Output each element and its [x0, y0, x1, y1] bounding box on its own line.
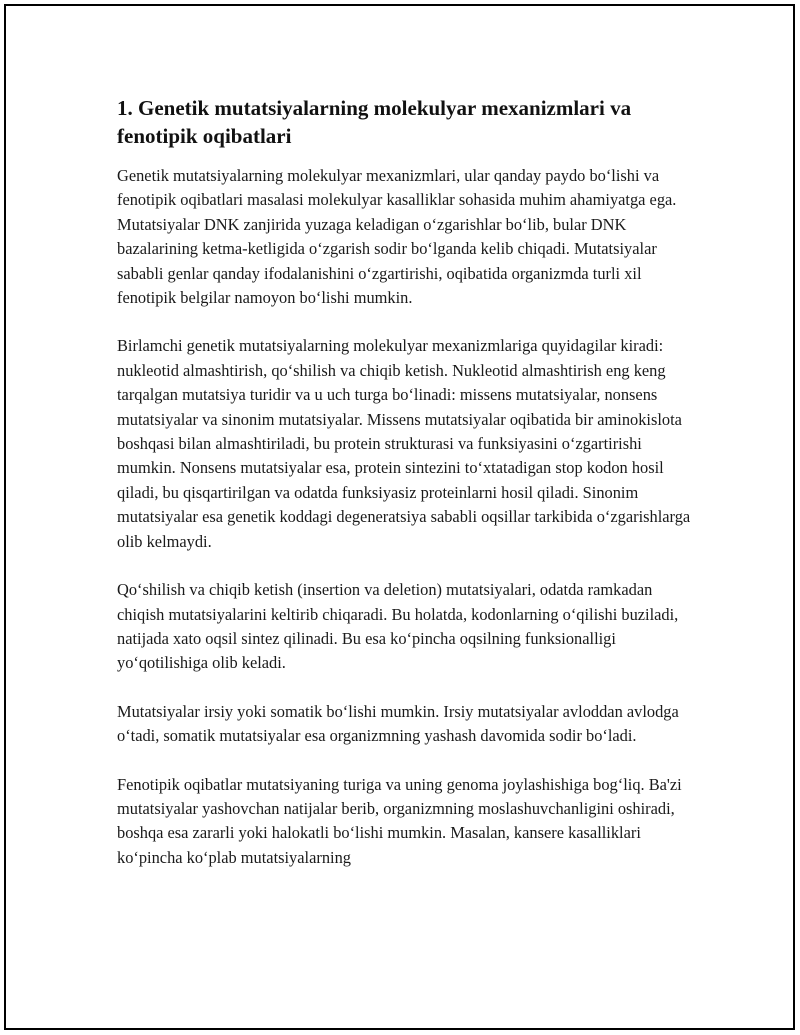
paragraph-3: Qo‘shilish va chiqib ketish (insertion va deletion) mutatsiyalari, odatda ramkadan chiqish mutatsiyalarini keltirib chiqaradi. Bu holatda, kodonlarning o‘qilishi buziladi, natijada xato oqsil sintez qilinadi. Bu esa ko‘pincha oqsilning funksionalligi yo‘qotilishiga olib keladi.: [117, 580, 679, 673]
paragraph-4: Mutatsiyalar irsiy yoki somatik bo‘lishi mumkin. Irsiy mutatsiyalar avloddan avlodga o‘tadi, somatik mutatsiyalar esa organizmning yashash davomida sodir bo‘ladi.: [117, 701, 679, 746]
section-heading: 1. Genetik mutatsiyalarning molekulyar mexanizmlari va fenotipik oqibatlari: [117, 96, 632, 148]
document-body: [117, 94, 691, 894]
paragraph-5: Fenotipik oqibatlar mutatsiyaning turiga va uning genoma joylashishiga bog‘liq. Ba'zi mutatsiyalar yashovchan natijalar berib, organizmning moslashuvchanligini oshiradi, boshqa esa zararli yoki halokatli bo‘lishi mumkin. Masalan, kansere kasalliklari ko‘pincha ko‘plab mutatsiyalarning: [117, 774, 682, 867]
paragraph-2: Birlamchi genetik mutatsiyalarning molekulyar mexanizmlariga quyidagilar kiradi: nukleotid almashtirish, qo‘shilish va chiqib ketish. Nukleotid almashtirish eng keng tarqalgan mutatsiya turidir va u uch turga bo‘linadi: missens mutatsiyalar, nonsens mutatsiyalar va sinonim mutatsiyalar. Missens mutatsiyalar oqibatida bir aminokislota boshqasi bilan almashtiriladi, bu protein strukturasi va funksiyasini o‘zgartirishi mumkin. Nonsens mutatsiyalar esa, protein sintezini to‘xtatadigan stop kodon hosil qiladi, bu qisqartirilgan va odatda funksiyasiz proteinlarni hosil qiladi. Sinonim mutatsiyalar esa genetik koddagi degeneratsiya sababli oqsillar tarkibida o‘zgarishlarga olib kelmaydi.: [117, 336, 691, 551]
paragraph-1: Genetik mutatsiyalarning molekulyar mexanizmlari, ular qanday paydo bo‘lishi va fenotipik oqibatlari masalasi molekulyar kasalliklar sohasida muhim ahamiyatga ega. Mutatsiyalar DNK zanjirida yuzaga keladigan o‘zgarishlar bo‘lib, bular DNK bazalarining ketma-ketligida o‘zgarish sodir bo‘lganda kelib chiqadi. Mutatsiyalar sababli genlar qanday ifodalanishini o‘zgartirishi, oqibatida organizmda turli xil fenotipik belgilar namoyon bo‘lishi mumkin.: [117, 166, 677, 308]
